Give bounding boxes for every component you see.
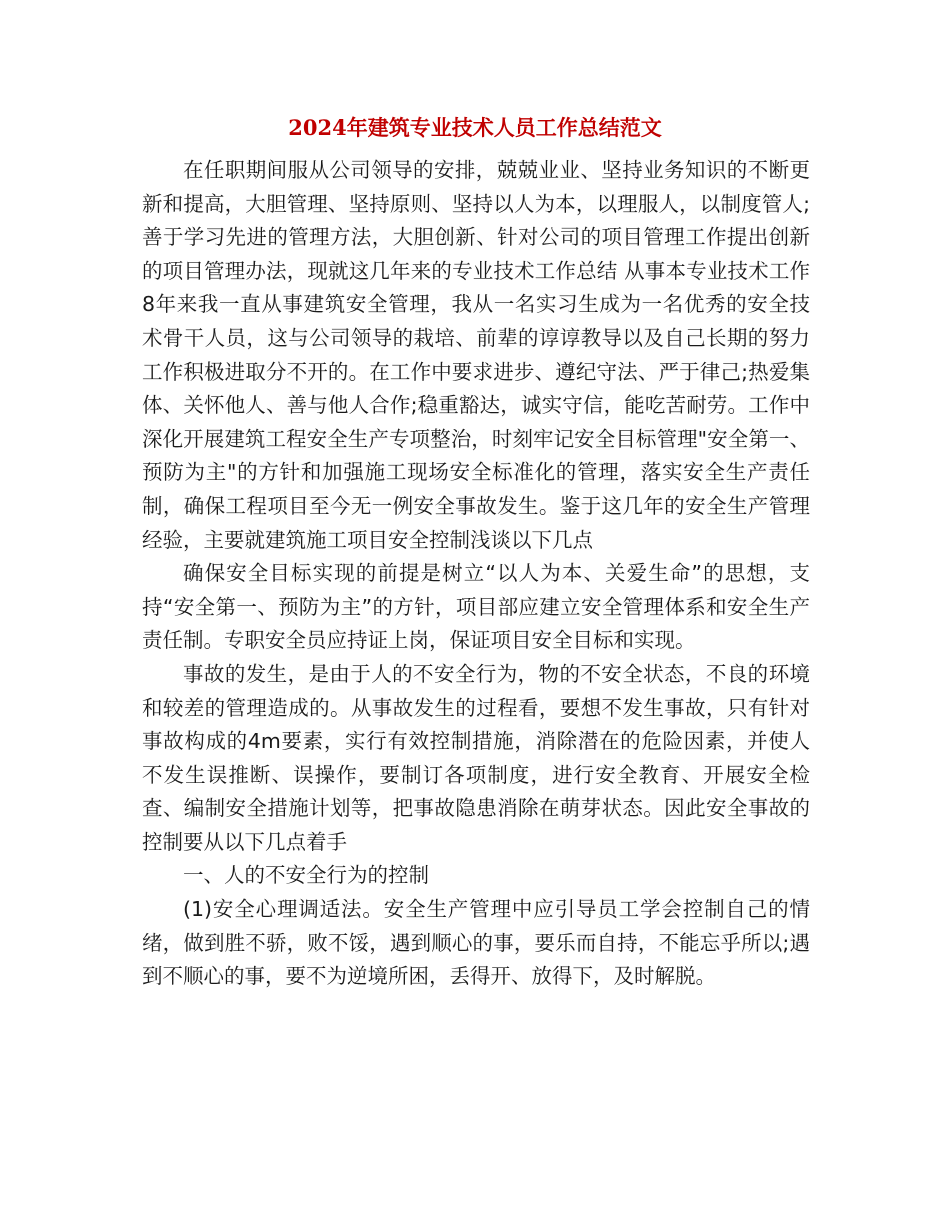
paragraph-work-summary: 在任职期间服从公司领导的安排，兢兢业业、坚持业务知识的不断更新和提高，大胆管理、坚持原则、坚持以人为本，以理服人，以制度管人;善于学习先进的管理方法，大胆创新、针对公司的项目管理工作提出创新的项目管理办法，现就这几年来的专业技术工作总结 从事本专业技术工作8年来我一直从事建筑安全管理，我从一名实习生成为一名优秀的安全技术骨干人员，这与公司领导的栽培、前辈的谆谆教导以及自己长期的努力工作积极进取分不开的。在工作中要求进步、遵纪守法、严于律己;热爱集体、关怀他人、善与他人合作;稳重豁达，诚实守信，能吃苦耐劳。工作中深化开展建筑工程安全生产专项整治，时刻牢记安全目标管理"安全第一、预防为主"的方针和加强施工现场安全标准化的管理，落实安全生产责任制，确保工程项目至今无一例安全事故发生。鉴于这几年的安全生产管理经验，主要就建筑施工项目安全控制浅谈以下几点 [142, 158, 810, 552]
paragraph-safety-goal: 确保安全目标实现的前提是树立“以人为本、关爱生命”的思想，支持“安全第一、预防为主”的方针，项目部应建立安全管理体系和安全生产责任制。专职安全员应持证上岗，保证项目安全目标和实现。 [142, 561, 810, 653]
paragraph-psychological-adjustment: (1)安全心理调适法。安全生产管理中应引导员工学会控制自己的情绪，做到胜不骄，败不馁，遇到顺心的事，要乐而自持，不能忘乎所以;遇到不顺心的事，要不为逆境所困，丢得开、放得下，及时解脱。 [142, 897, 810, 989]
document-body [142, 154, 810, 994]
document-title: 2024年建筑专业技术人员工作总结范文 [288, 115, 662, 140]
paragraph-accident-causes: 事故的发生，是由于人的不安全行为，物的不安全状态，不良的环境和较差的管理造成的。从事故发生的过程看，要想不发生事故，只有针对事故构成的4m要素，实行有效控制措施，消除潜在的危险因素，并使人不发生误推断、误操作，要制订各项制度，进行安全教育、开展安全检查、编制安全措施计划等，把事故隐患消除在萌芽状态。因此安全事故的控制要从以下几点着手 [142, 661, 810, 854]
section-heading: 一、人的不安全行为的控制 [183, 863, 429, 888]
